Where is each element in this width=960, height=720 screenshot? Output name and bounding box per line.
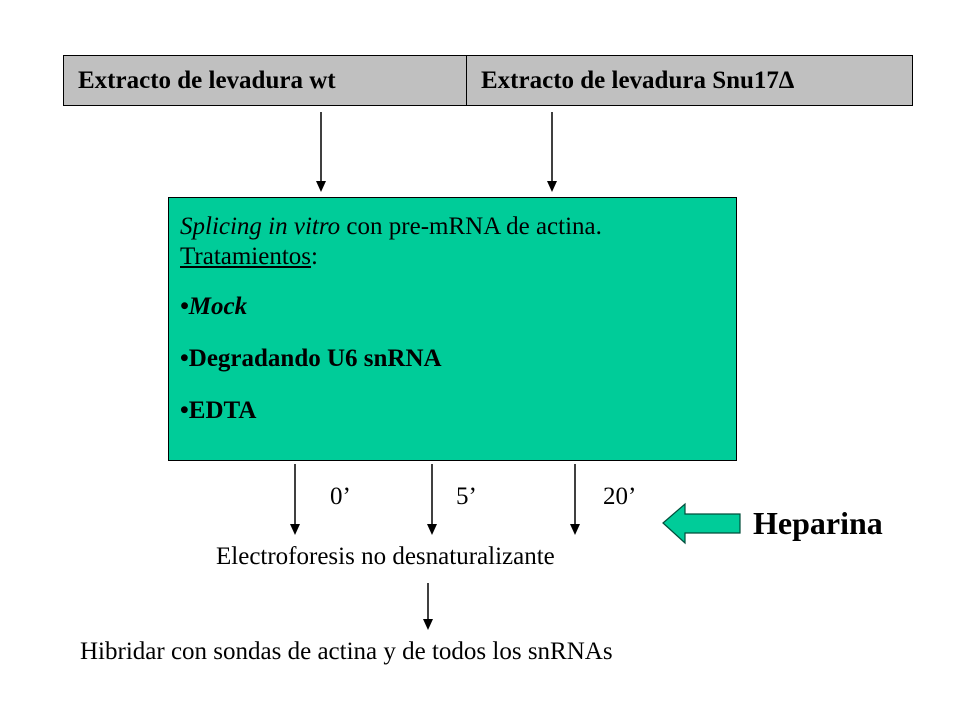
heparina-arrow — [663, 504, 740, 543]
arrowhead-snu17 — [547, 181, 557, 192]
protocol-intro-italic: Splicing in vitro — [180, 213, 341, 240]
time-point-0: 0’ — [330, 483, 351, 510]
electroforesis-label: Electroforesis no desnaturalizante — [216, 543, 555, 570]
snu17-extract-label: Extracto de levadura Snu17∆ — [481, 66, 795, 94]
bullet: • — [180, 397, 189, 424]
time-point-5: 5’ — [456, 483, 477, 510]
hibridar-label: Hibridar con sondas de actina y de todos los snRNAs — [80, 638, 613, 665]
heparina-label: Heparina — [753, 505, 883, 541]
bullet: • — [180, 345, 189, 372]
treatments-heading-text: Tratamientos — [180, 243, 312, 270]
arrowhead-electro — [423, 619, 433, 630]
treatment-label: Mock — [188, 293, 248, 320]
arrowhead-time-0 — [290, 524, 300, 535]
treatments-heading-colon: : — [311, 243, 318, 270]
protocol-intro-rest: con pre-mRNA de actina. — [340, 213, 602, 240]
bullet: • — [180, 293, 189, 320]
arrowhead-wt — [316, 181, 326, 192]
time-point-20: 20’ — [603, 483, 637, 510]
wt-extract-label: Extracto de levadura wt — [78, 66, 336, 94]
arrowhead-time-20 — [570, 524, 580, 535]
arrowhead-time-5 — [427, 524, 437, 535]
treatment-label: Degradando U6 snRNA — [188, 345, 442, 372]
treatment-label: EDTA — [188, 397, 257, 424]
